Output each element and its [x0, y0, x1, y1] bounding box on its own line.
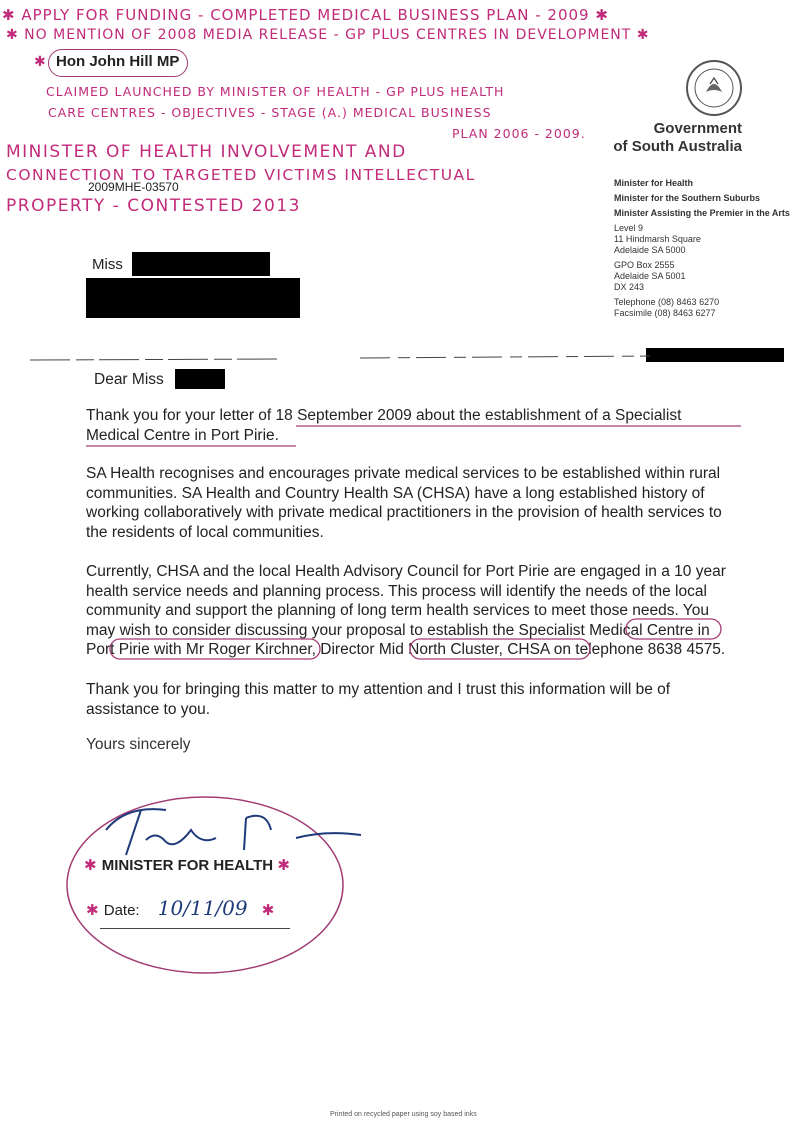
redaction-recipient-name	[132, 252, 270, 276]
annotation-line-7: CONNECTION TO TARGETED VICTIMS INTELLECTUAL	[6, 166, 476, 184]
sa-crest-icon	[686, 60, 742, 116]
sidebar-addr-5: Adelaide SA 5001	[614, 271, 686, 281]
annotation-line-2: ✱ NO MENTION OF 2008 MEDIA RELEASE - GP PLUS CENTRES IN DEVELOPMENT ✱	[6, 27, 650, 43]
sidebar-title-2: Minister for the Southern Suburbs	[614, 193, 761, 203]
contact-sidebar	[614, 178, 794, 319]
annotation-line-3: CLAIMED LAUNCHED BY MINISTER OF HEALTH - GP PLUS HEALTH	[46, 84, 505, 99]
letter-paragraph-4: Thank you for bringing this matter to my attention and I trust this information will be of assistance to you.	[86, 681, 671, 718]
sidebar-addr-6: DX 243	[614, 282, 645, 292]
government-line-2: of South Australia	[613, 138, 742, 155]
sidebar-addr-2: 11 Hindmarsh Square	[614, 234, 701, 244]
redaction-recipient-address	[86, 278, 300, 318]
sidebar-addr-4: GPO Box 2555	[614, 260, 675, 270]
date-star-left: ✱	[86, 901, 100, 919]
signature-title	[84, 856, 291, 874]
date-value: 10/11/09	[157, 896, 248, 920]
letter-paragraph-1: Thank you for your letter of 18 September 2009 about the establishment of a Specialist Medical Centre in Port Pirie.	[86, 407, 682, 444]
date-star-right: ✱	[261, 901, 276, 919]
sidebar-addr-3: Adelaide SA 5000	[614, 245, 686, 255]
annotation-line-5: PLAN 2006 - 2009.	[452, 126, 586, 141]
sidebar-telephone: Telephone (08) 8463 6270	[614, 297, 720, 307]
handwritten-signature	[96, 800, 366, 860]
redaction-greeting-name	[175, 369, 225, 389]
letter-greeting: Dear Miss	[94, 371, 164, 388]
annotation-line-1: ✱ APPLY FOR FUNDING - COMPLETED MEDICAL BUSINESS PLAN - 2009 ✱	[2, 6, 609, 24]
signature-star-left: ✱	[84, 856, 98, 874]
annotation-line-4: CARE CENTRES - OBJECTIVES - STAGE (A.) MEDICAL BUSINESS	[48, 105, 492, 120]
paragraph-3-marks	[86, 600, 746, 660]
header-divider	[30, 352, 790, 366]
letter-closing: Yours sincerely	[86, 736, 191, 753]
annotation-line-6: MINISTER OF HEALTH INVOLVEMENT AND	[6, 142, 407, 162]
sidebar-addr-1: Level 9	[614, 223, 644, 233]
signature-title-text: MINISTER FOR HEALTH	[101, 857, 274, 874]
recipient-salutation: Miss	[92, 256, 123, 273]
government-line-1: Government	[653, 120, 742, 137]
letter-paragraph-2: SA Health recognises and encourages private medical services to be established within rural communities. SA Health and Country Health SA (CHSA) have a long established history of working collaboratively with private medical practitioners in the provision of health services to the residents of local communities.	[86, 465, 722, 541]
sidebar-title-3: Minister Assisting the Premier in the Arts	[614, 208, 790, 218]
footer-recycled-note: Printed on recycled paper using soy based inks	[330, 1111, 477, 1118]
sidebar-title-1: Minister for Health	[614, 178, 694, 188]
sidebar-facsimile: Facsimile (08) 8463 6277	[614, 308, 716, 318]
date-underline	[100, 928, 290, 929]
government-block	[560, 120, 742, 156]
reference-number: 2009MHE-03570	[88, 180, 179, 194]
signature-date	[86, 896, 275, 920]
date-label: Date:	[103, 902, 140, 919]
signature-star-right: ✱	[277, 856, 291, 874]
annotation-star: ✱	[34, 54, 47, 70]
paragraph-1-underline	[86, 420, 746, 450]
annotation-line-8: PROPERTY - CONTESTED 2013	[6, 196, 301, 216]
minister-name: Hon John Hill MP	[56, 53, 180, 70]
letter-paragraph-3: Currently, CHSA and the local Health Advisory Council for Port Pirie are engaged in a 10 year health service needs and planning process. This process will identify the needs of the local community and support the planning of long term health services to meet those needs. You may wish to consider discussing your proposal to establish the Specialist Medical Centre in Port Pirie with Mr Roger Kirchner, Director Mid North Cluster, CHSA on telephone 8638 4575.	[86, 563, 726, 658]
